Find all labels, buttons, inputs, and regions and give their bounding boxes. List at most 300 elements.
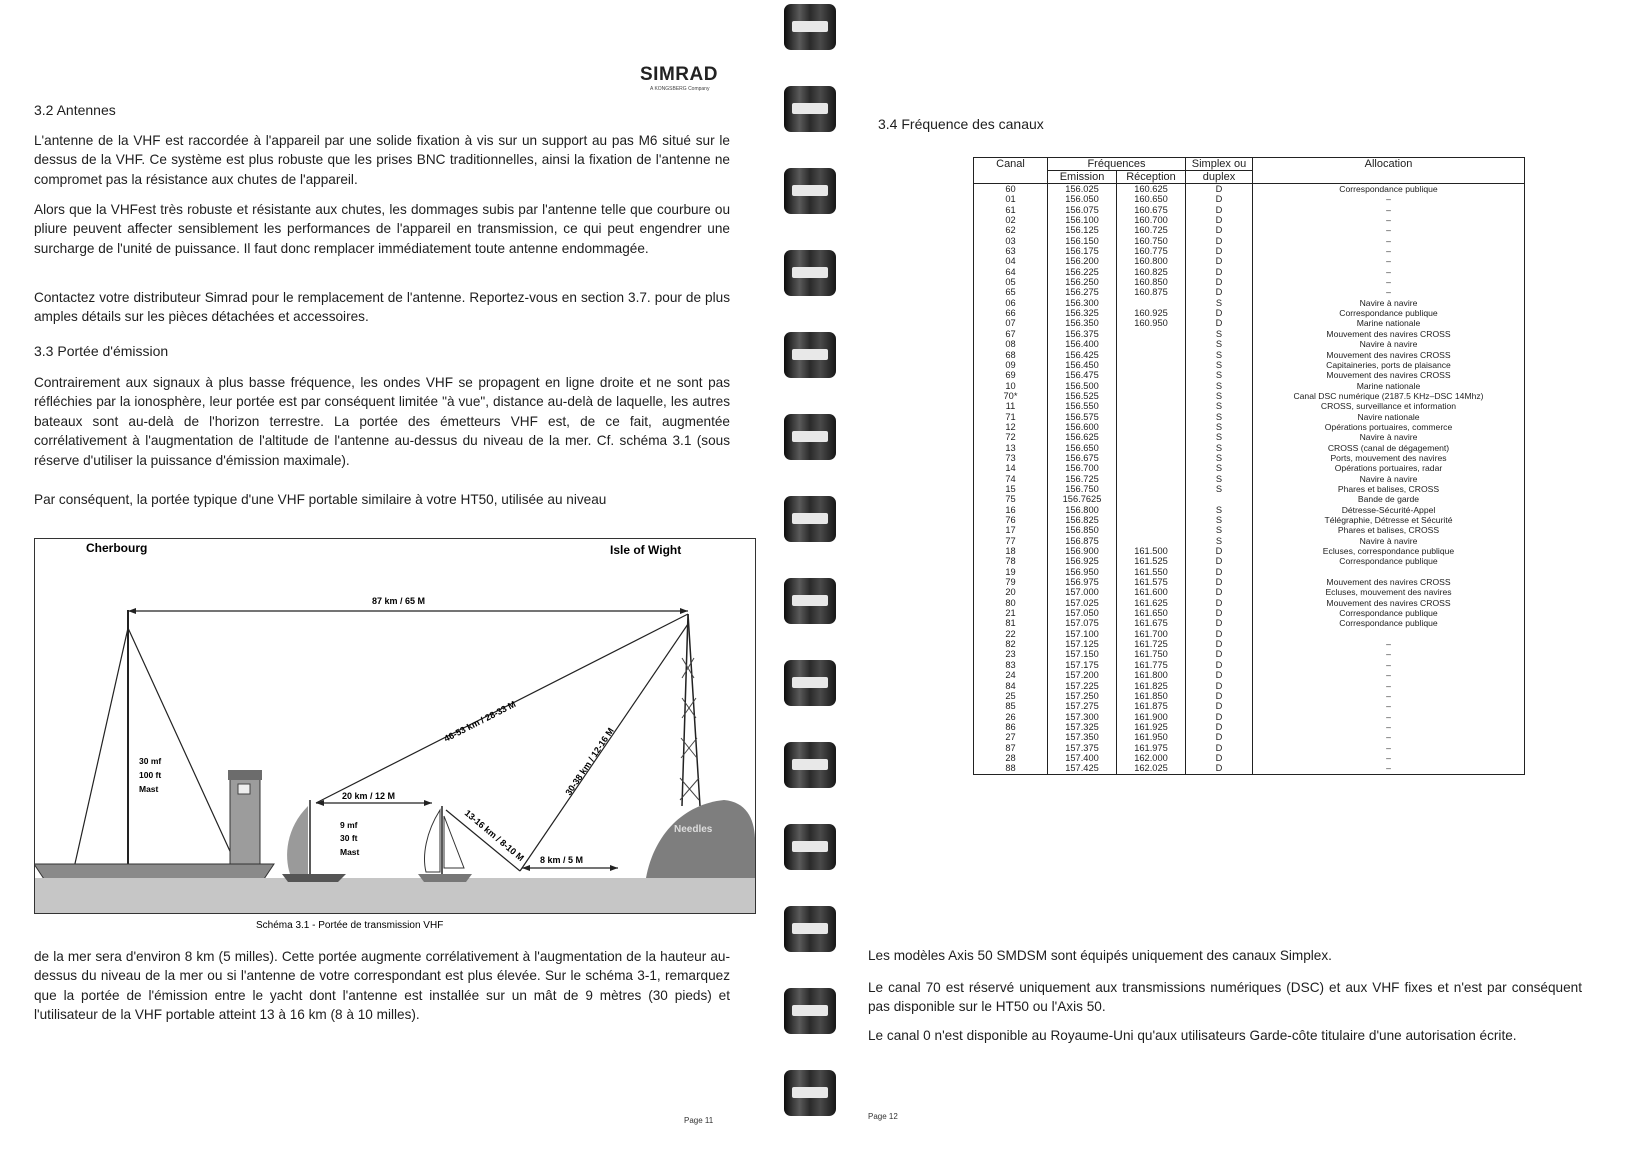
simplex-duplex-cell: D [1215,763,1223,774]
simplex-duplex-cell: D [1215,287,1223,298]
arrow-right-head [680,608,688,614]
reception-cell: 161.750 [1134,649,1168,660]
canal-cell: 70* [1003,390,1018,401]
reception-cell: 160.775 [1134,246,1168,257]
simplex-duplex-cell: S [1215,349,1223,360]
header-allocation: Allocation [1253,158,1525,184]
emission-cell: 156.825 [1065,515,1099,525]
emission-cell: 157.000 [1065,587,1099,598]
emission-cell: 156.475 [1065,370,1099,381]
reception-cell: 160.925 [1134,308,1168,319]
emission-cell: 156.925 [1065,556,1099,567]
emission-cell: 157.325 [1065,721,1099,732]
reception-cell: 161.825 [1134,680,1168,691]
simplex-duplex-cell: D [1215,587,1223,598]
emission-cell: 156.800 [1065,504,1099,515]
binding-ring [784,988,836,1034]
canal-cell: 82 [1005,639,1016,650]
allocation-cell: Mouvement des navires CROSS [1326,349,1451,360]
reception-cell: 161.875 [1134,701,1168,712]
yacht-sail [287,806,308,874]
emission-cell: 156.100 [1065,215,1099,226]
simplex-duplex-cell: S [1215,297,1223,308]
emission-cell: 156.875 [1065,535,1099,546]
canal-cell: 02 [1005,215,1016,226]
canal-cell: 18 [1005,546,1016,557]
simplex-duplex-cell: S [1215,390,1223,401]
section-3-3-paragraph-1: Contrairement aux signaux à plus basse fréquence, les ondes VHF se propagent en ligne droite et ne sont pas réfléchies par la ionosphère, leur portée est par conséquent limitée "à vue", distance au-delà de laquelle, les autres bateaux sont au-delà de l'horizon terrestre. La portée des émetteurs VHF est, de ce fait, augmentée corrélativement à l'augmentation de l'altitude de l'antenne au-dessus du niveau de la mer. Cf. schéma 3.1 (sous réserve d'utiliser la puissance d'émission maximale). [34,375,730,468]
simplex-duplex-cell: D [1215,721,1223,732]
allocation-cell: Bande de garde [1357,494,1420,505]
simplex-duplex-cell: S [1215,535,1223,546]
allocation-cell: Correspondance publique [1339,618,1438,629]
simplex-duplex-cell: D [1215,711,1223,722]
allocation-cell: – [1386,225,1391,236]
canal-cell: 83 [1005,659,1016,670]
reception-cell: 160.850 [1134,277,1168,288]
reception-cell [1117,536,1185,546]
note-canal-0: Le canal 0 n'est disponible au Royaume-Uni qu'aux utilisateurs Garde-côte titulaire d'une autorisation écrite. [868,1028,1517,1043]
canal-cell: 73 [1005,452,1016,463]
emission-cell: 157.375 [1065,742,1099,753]
reception-cell: 161.800 [1134,670,1168,681]
reception-cell [1117,350,1185,360]
canal-cell: 69 [1005,370,1016,381]
reception-cell: 161.950 [1134,732,1168,743]
reception-cell: 161.775 [1134,659,1168,670]
binding-ring [784,578,836,624]
allocation-cell: – [1386,659,1391,670]
canal-cell: 84 [1005,680,1016,691]
simplex-duplex-cell: D [1215,752,1223,763]
allocation-cell: Phares et balises, CROSS [1337,525,1440,536]
reception-cell: 161.550 [1134,566,1168,577]
emission-cell: 156.750 [1065,483,1099,494]
reception-cell: 161.925 [1134,721,1168,732]
canal-cell: 08 [1005,339,1016,350]
simplex-duplex-cell: D [1215,308,1223,319]
emission-cell: 156.525 [1065,390,1099,401]
simplex-duplex-cell: S [1215,504,1223,515]
canal-cell: 65 [1005,287,1016,298]
simplex-duplex-cell: D [1215,215,1223,226]
emission-cell: 157.200 [1065,670,1099,681]
reception-cell: 161.525 [1134,556,1168,567]
section-3-2-paragraph-1: L'antenne de la VHF est raccordée à l'appareil par une solide fixation à vis sur un support au pas M6 situé sur le dessus de la VHF. Ce système est plus robuste que les prises BNC traditionnelles, ainsi la fixation de l'antenne ne compromet pas la résistance aux chutes de l'appareil. [34,133,730,187]
label-diagonal-right: 30-38 km / 12-16 M [563,725,616,798]
simplex-duplex-cell: S [1215,380,1223,391]
simplex-duplex-cell: D [1215,266,1223,277]
label-mast: Mast [139,784,159,794]
needles-cliff [646,800,755,878]
binding-ring [784,332,836,378]
reception-cell: 161.850 [1134,690,1168,701]
binding-ring [784,414,836,460]
allocation-cell: – [1386,235,1391,246]
emission-cell: 157.175 [1065,659,1099,670]
emission-cell: 157.050 [1065,608,1099,619]
allocation-cell: Navire nationale [1357,411,1420,422]
simplex-duplex-cell: S [1215,421,1223,432]
allocation-cell: Navire à navire [1359,432,1418,443]
column-emission [1048,184,1117,775]
canal-cell: 28 [1005,752,1016,763]
allocation-cell: Opérations portuaires, radar [1334,463,1443,474]
emission-cell: 156.125 [1065,225,1099,236]
emission-cell: 156.900 [1065,546,1099,557]
simplex-duplex-cell: S [1215,328,1223,339]
reception-cell [1117,391,1185,401]
simplex-duplex-cell: S [1215,525,1223,536]
allocation-cell: Détresse-Sécurité-Appel [1341,504,1436,515]
reception-cell: 160.650 [1134,194,1168,205]
simplex-duplex-cell: S [1215,411,1223,422]
reception-cell [1117,360,1185,370]
reception-cell [1117,381,1185,391]
reception-cell [1117,432,1185,442]
allocation-cell: – [1386,277,1391,288]
reception-cell: 161.725 [1134,639,1168,650]
allocation-cell: Ecluses, correspondance publique [1322,546,1455,557]
emission-cell: 157.025 [1065,597,1099,608]
emission-cell: 156.175 [1065,246,1099,257]
emission-cell: 156.450 [1065,359,1099,370]
canal-cell: 24 [1005,670,1016,681]
emission-cell: 157.075 [1065,618,1099,629]
section-3-2-title: 3.2 Antennes [34,102,116,118]
reception-cell [1117,505,1185,515]
label-mid-distance: 20 km / 12 M [342,791,396,801]
header-emission: Emission [1048,171,1117,184]
spiral-binding [772,0,850,1157]
binding-ring [784,250,836,296]
column-canal [974,184,1048,775]
emission-cell: 157.150 [1065,649,1099,660]
reception-cell: 161.575 [1134,577,1168,588]
emission-cell: 156.7625 [1062,494,1102,505]
simplex-duplex-cell: S [1215,442,1223,453]
allocation-cell: Navire à navire [1359,473,1418,484]
section-3-3-paragraph-2: Par conséquent, la portée typique d'une VHF portable similaire à votre HT50, utilisée au niveau [34,492,607,507]
simplex-duplex-cell: D [1215,235,1223,246]
canal-cell: 26 [1005,711,1016,722]
transmission-range-diagram [34,538,756,938]
canal-cell: 07 [1005,318,1016,329]
section-3-2-paragraph-3: Contactez votre distributeur Simrad pour le remplacement de l'antenne. Reportez-vous en section 3.7. pour de plus amples détails sur les pièces détachées et accessoires. [34,290,730,325]
simplex-duplex-cell: D [1215,649,1223,660]
label-top-distance: 87 km / 65 M [372,596,426,606]
allocation-cell: Phares et balises, CROSS [1337,483,1440,494]
canal-cell: 81 [1005,618,1016,629]
allocation-cell: – [1386,742,1391,753]
simplex-duplex-cell: D [1215,680,1223,691]
emission-cell: 157.400 [1065,752,1099,763]
simplex-duplex-cell: D [1215,628,1223,639]
reception-cell: 160.625 [1134,184,1168,194]
canal-cell: 71 [1005,411,1016,422]
emission-cell: 156.975 [1065,577,1099,588]
label-isle-of-wight: Isle of Wight [610,543,682,557]
label-diagonal-short: 13-16 km / 8-10 M [462,807,526,864]
allocation-cell: – [1386,752,1391,763]
canal-cell: 68 [1005,349,1016,360]
section-3-4-title: 3.4 Fréquence des canaux [878,116,1044,132]
reception-cell: 161.500 [1134,546,1168,557]
reception-cell [1117,339,1185,349]
label-needles: Needles [674,824,713,835]
canal-cell: 01 [1005,194,1016,205]
simplex-duplex-cell: S [1215,473,1223,484]
canal-cell: 64 [1005,266,1016,277]
binding-ring [784,4,836,50]
allocation-cell: – [1386,711,1391,722]
reception-cell: 161.900 [1134,711,1168,722]
emission-cell: 157.425 [1065,763,1099,774]
note-canal-70: Le canal 70 est réservé uniquement aux transmissions numériques (DSC) et aux VHF fixes et n'est par conséquent pas disponible sur le HT50 ou l'Axis 50. [868,980,1582,1015]
simplex-duplex-cell: D [1215,546,1223,557]
emission-cell: 156.425 [1065,349,1099,360]
emission-cell: 156.700 [1065,463,1099,474]
reception-cell [1117,298,1185,308]
allocation-cell: CROSS, surveillance et information [1320,401,1457,412]
allocation-cell [1253,567,1524,577]
canal-cell: 20 [1005,587,1016,598]
allocation-cell: – [1386,266,1391,277]
reception-cell: 161.650 [1134,608,1168,619]
yacht-hull [282,874,346,882]
header-frequences: Fréquences [1048,158,1186,171]
emission-cell: 156.200 [1065,256,1099,267]
simplex-duplex-cell: D [1215,618,1223,629]
canal-cell: 60 [1005,184,1016,194]
allocation-cell: – [1386,701,1391,712]
allocation-cell: Navire à navire [1359,339,1418,350]
allocation-cell: Marine nationale [1356,318,1421,329]
label-mast-height-m: 30 mf [139,756,162,766]
canal-cell: 75 [1005,494,1016,505]
simplex-duplex-cell: D [1215,742,1223,753]
simplex-duplex-cell: D [1215,277,1223,288]
allocation-cell: Correspondance publique [1339,308,1438,319]
emission-cell: 156.725 [1065,473,1099,484]
emission-cell: 156.600 [1065,421,1099,432]
binding-ring [784,1070,836,1116]
canal-cell: 62 [1005,225,1016,236]
allocation-cell: Navire à navire [1359,535,1418,546]
reception-cell [1117,329,1185,339]
simplex-duplex-cell: S [1215,401,1223,412]
simplex-duplex-cell: S [1215,432,1223,443]
canal-cell: 05 [1005,277,1016,288]
diagram-frame [35,539,756,914]
emission-cell: 156.625 [1065,432,1099,443]
allocation-cell: – [1386,690,1391,701]
channel-frequency-table [973,157,1525,775]
emission-cell: 157.300 [1065,711,1099,722]
reception-cell [1117,422,1185,432]
allocation-cell: – [1386,287,1391,298]
reception-cell [1117,525,1185,535]
canal-cell: 66 [1005,308,1016,319]
emission-cell: 156.025 [1065,184,1099,194]
emission-cell: 156.950 [1065,566,1099,577]
simplex-duplex-cell: D [1215,608,1223,619]
reception-cell: 161.600 [1134,587,1168,598]
canal-cell: 15 [1005,483,1016,494]
reception-cell: 160.950 [1134,318,1168,329]
allocation-cell: Mouvement des navires CROSS [1326,370,1451,381]
binding-ring [784,742,836,788]
canal-cell: 87 [1005,742,1016,753]
reception-cell: 161.975 [1134,742,1168,753]
emission-cell: 156.500 [1065,380,1099,391]
emission-cell: 156.375 [1065,328,1099,339]
emission-cell: 156.300 [1065,297,1099,308]
sailboat-hull [418,874,472,882]
allocation-cell: Opérations portuaires, commerce [1324,421,1453,432]
allocation-cell: – [1386,639,1391,650]
reception-cell [1117,484,1185,494]
simplex-duplex-cell: D [1215,556,1223,567]
binding-ring [784,496,836,542]
canal-cell: 77 [1005,535,1016,546]
allocation-cell: Marine nationale [1356,380,1421,391]
emission-cell: 156.075 [1065,204,1099,215]
binding-ring [784,906,836,952]
simplex-duplex-cell: S [1215,359,1223,370]
reception-cell [1117,515,1185,525]
simplex-duplex-cell: D [1215,566,1223,577]
allocation-cell: – [1386,680,1391,691]
emission-cell: 157.125 [1065,639,1099,650]
allocation-cell: Télégraphie, Détresse et Sécurité [1324,515,1453,525]
emission-cell: 156.250 [1065,277,1099,288]
binding-ring [784,824,836,870]
emission-cell: 156.225 [1065,266,1099,277]
simplex-duplex-cell: S [1215,483,1223,494]
sea [35,878,755,913]
allocation-cell: – [1386,204,1391,215]
header-canal: Canal [974,158,1048,184]
canal-cell: 78 [1005,556,1016,567]
arrow-left-head [128,608,136,614]
note-axis-50: Les modèles Axis 50 SMDSM sont équipés uniquement des canaux Simplex. [868,948,1332,963]
canal-cell: 25 [1005,690,1016,701]
simplex-duplex-cell: D [1215,256,1223,267]
left-page [0,0,770,1157]
canal-cell: 23 [1005,649,1016,660]
allocation-cell: Navire à navire [1359,297,1418,308]
allocation-cell: Mouvement des navires CROSS [1326,328,1451,339]
canal-cell: 04 [1005,256,1016,267]
label-yacht-mast-m: 9 mf [340,820,358,830]
reception-cell: 160.675 [1134,204,1168,215]
label-cherbourg: Cherbourg [86,541,148,555]
simplex-duplex-cell: D [1215,204,1223,215]
emission-cell: 156.550 [1065,401,1099,412]
simplex-duplex-cell: D [1215,246,1223,257]
section-3-3-paragraph-3: de la mer sera d'environ 8 km (5 milles). Cette portée augmente corrélativement à l'augmentation de la hauteur au-dessus du niveau de la mer ou si l'antenne de votre correspondant est plus élevée. Sur le schéma 3-1, remarquez que la portée de l'émission entre le yacht dont l'antenne est installée sur un mât de 9 mètres (30 pieds) et l'utilisateur de la VHF portable atteint 13 à 16 km (8 à 10 milles). [34,949,730,1023]
simplex-duplex-cell: D [1215,732,1223,743]
simplex-duplex-cell: D [1215,659,1223,670]
reception-cell: 162.000 [1134,752,1168,763]
allocation-cell: – [1386,246,1391,257]
header-simplex-duplex-1: Simplex ou [1186,158,1253,171]
emission-cell: 156.350 [1065,318,1099,329]
reception-cell [1117,370,1185,380]
emission-cell: 157.250 [1065,690,1099,701]
emission-cell: 156.150 [1065,235,1099,246]
reception-cell: 161.675 [1134,618,1168,629]
reception-cell [1117,401,1185,411]
allocation-cell: – [1386,194,1391,205]
allocation-cell: Capitaineries, ports de plaisance [1326,359,1451,370]
allocation-cell: Ports, mouvement des navires [1330,452,1447,463]
emission-cell: 156.275 [1065,287,1099,298]
emission-cell: 156.650 [1065,442,1099,453]
reception-cell: 161.700 [1134,628,1168,639]
simplex-duplex-cell [1186,494,1252,504]
canal-cell: 61 [1005,204,1016,215]
reception-cell [1117,463,1185,473]
emission-cell: 157.350 [1065,732,1099,743]
allocation-cell: – [1386,721,1391,732]
canal-cell: 22 [1005,628,1016,639]
simplex-duplex-cell: S [1215,370,1223,381]
simplex-duplex-cell: D [1215,639,1223,650]
header-reception: Réception [1117,171,1186,184]
reception-cell [1117,494,1185,504]
canal-cell: 80 [1005,597,1016,608]
allocation-cell: – [1386,670,1391,681]
simplex-duplex-cell: S [1215,452,1223,463]
simplex-duplex-cell: S [1215,515,1223,525]
column-allocation [1253,184,1525,775]
canal-cell: 10 [1005,380,1016,391]
canal-cell: 14 [1005,463,1016,474]
simplex-duplex-cell: D [1215,194,1223,205]
canal-cell: 85 [1005,701,1016,712]
canal-cell: 21 [1005,608,1016,619]
canal-cell: 88 [1005,763,1016,774]
reception-cell [1117,474,1185,484]
reception-cell: 161.625 [1134,597,1168,608]
header-simplex-duplex-2: duplex [1186,171,1253,184]
label-yacht-mast: Mast [340,847,360,857]
allocation-cell: – [1386,763,1391,774]
canal-cell: 19 [1005,566,1016,577]
simplex-duplex-cell: D [1215,577,1223,588]
allocation-cell: Mouvement des navires CROSS [1326,597,1451,608]
canal-cell: 12 [1005,421,1016,432]
emission-cell: 157.225 [1065,680,1099,691]
column-reception [1117,184,1186,775]
simrad-logo-subtitle: A KONGSBERG Company [650,86,710,92]
reception-cell: 160.725 [1134,225,1168,236]
binding-ring [784,86,836,132]
canal-cell: 67 [1005,328,1016,339]
section-3-3-title: 3.3 Portée d'émission [34,343,169,359]
binding-ring [784,168,836,214]
binding-ring [784,660,836,706]
canal-cell: 13 [1005,442,1016,453]
label-diagonal-long: 46-53 km / 28-33 M [442,698,518,744]
emission-cell: 156.400 [1065,339,1099,350]
canal-cell: 27 [1005,732,1016,743]
canal-cell: 06 [1005,297,1016,308]
allocation-cell: Ecluses, mouvement des navires [1325,587,1452,598]
simplex-duplex-cell: D [1215,701,1223,712]
